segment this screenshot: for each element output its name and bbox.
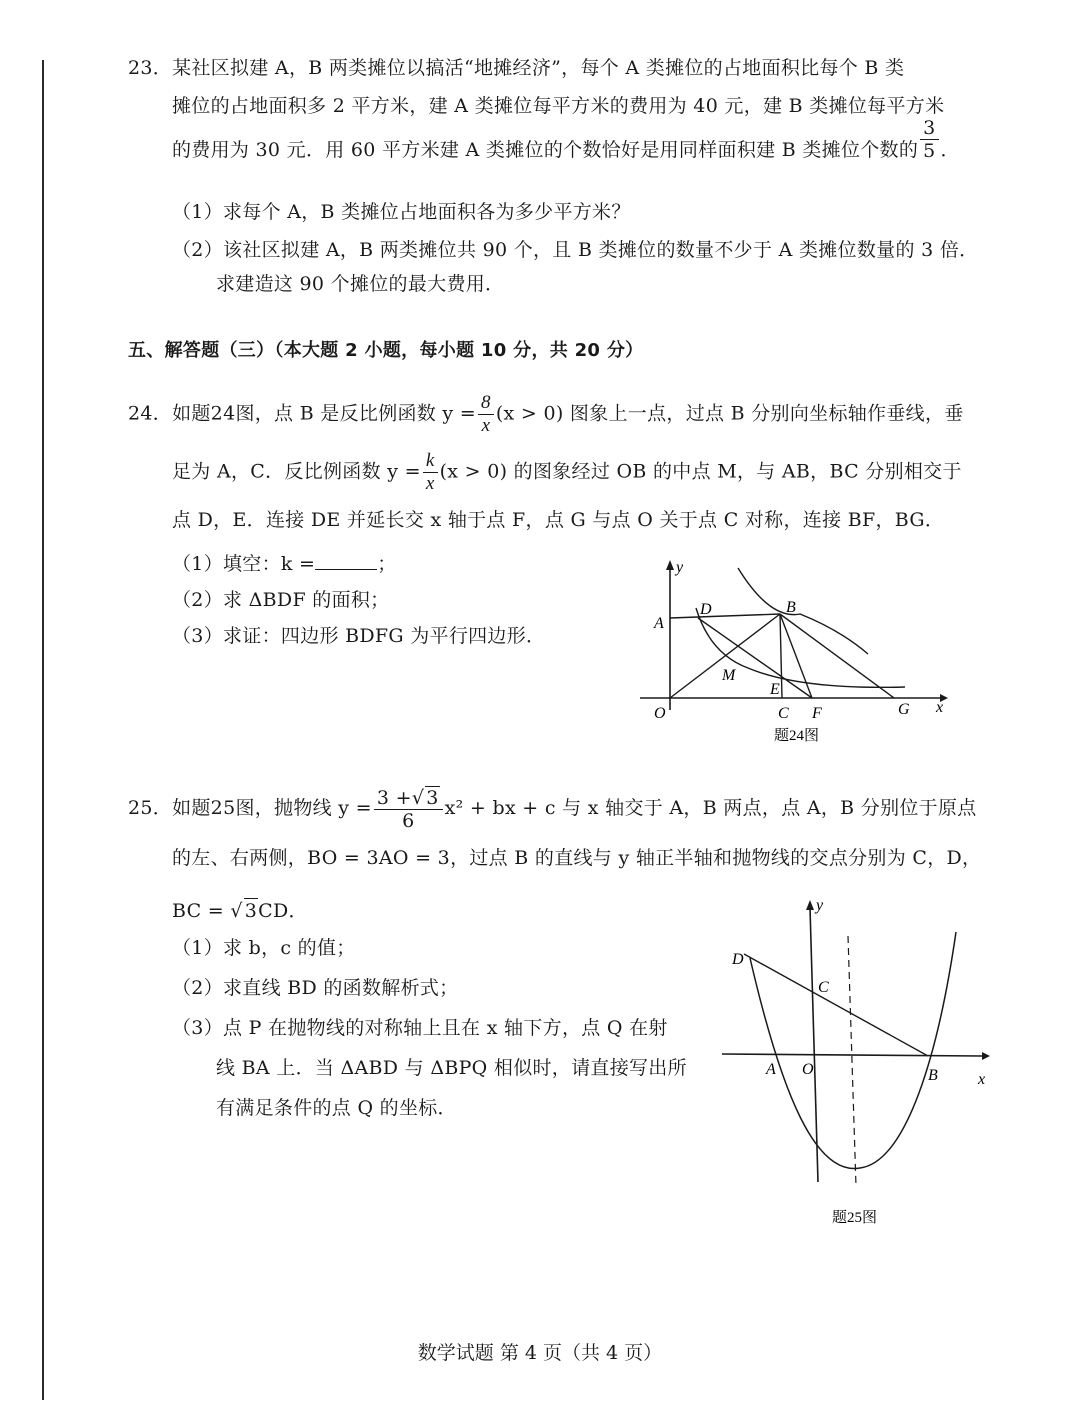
q23-number: 23． — [128, 57, 173, 79]
fig24-label-O: O — [654, 705, 666, 722]
q24-fraction-8x — [478, 392, 494, 437]
fig24-line-OB — [670, 614, 780, 698]
q25-frac-den: 6 — [402, 810, 415, 832]
q23-sub2b: 求建造这 90 个摊位的最大费用． — [216, 273, 505, 295]
fig24-label-F: F — [812, 705, 822, 722]
section5-heading — [128, 338, 643, 363]
fig24-curve-8x — [738, 568, 868, 654]
fig24-line-BC — [780, 614, 782, 698]
q24-line3: 点 D，E．连接 DE 并延长交 x 轴于点 F，点 G 与点 O 关于点 C 对称，连接 BF，BG． — [172, 509, 945, 531]
fig25-label-A: A — [766, 1061, 776, 1078]
fig24-label-A: A — [654, 615, 664, 632]
q23-frac-den: 5 — [923, 139, 936, 162]
q23-sub2: （2）该社区拟建 A，B 两类摊位共 90 个，且 B 类摊位的数量不少于 A 类摊位数量的 3 倍． — [172, 239, 979, 261]
fig25-x-axis — [722, 1054, 982, 1056]
q24-sub2: （2）求 ΔBDF 的面积； — [172, 589, 390, 611]
fig25-label-D: D — [732, 951, 744, 968]
fig24-label-C: C — [778, 705, 789, 722]
q23-line2: 摊位的占地面积多 2 平方米，建 A 类摊位每平方米的费用为 40 元，建 B 类摊位每平方米 — [172, 95, 945, 117]
q25-text-3a: BC = — [172, 900, 225, 922]
q24-sub3: （3）求证：四边形 BDFG 为平行四边形． — [172, 625, 546, 647]
q25-frac-num: 3 +√ 3 — [374, 786, 443, 810]
q24-fraction-kx — [423, 450, 438, 495]
q25-line1 — [128, 786, 977, 832]
q25-fraction — [374, 786, 443, 832]
q25-frac-num-sqrt: 3 — [426, 787, 439, 809]
q25-text-3c: CD． — [258, 900, 308, 922]
q24-text-2b: (x > 0) 的图象经过 OB 的中点 M，与 AB，BC 分别相交于 — [439, 460, 962, 483]
fig25-x-arrow — [982, 1052, 990, 1060]
fig25-parabola — [750, 932, 956, 1169]
fig24-label-M: M — [722, 667, 736, 684]
q24-text-1b: (x > 0) 图象上一点，过点 B 分别向坐标轴作垂线，垂 — [495, 402, 964, 425]
fig24-line-DF — [698, 618, 812, 698]
q24-text-1a: 如题24图，点 B 是反比例函数 y = — [172, 402, 477, 425]
page-footer: 数学试题 第 4 页（共 4 页） — [417, 1342, 663, 1364]
fig25-label-x: x — [978, 1071, 986, 1088]
q25-frac-num-a: 3 + — [376, 787, 412, 809]
q25-sub1: （1）求 b，c 的值； — [172, 937, 356, 959]
q24-frac2-num: k — [423, 450, 438, 473]
q24-frac1-den: x — [481, 415, 491, 436]
q24-sub1 — [172, 552, 397, 576]
q24-line1 — [128, 392, 964, 437]
figure-24 — [630, 550, 960, 750]
q25-sub3b: 线 BA 上．当 ΔABD 与 ΔBPQ 相似时，请直接写出所 — [216, 1057, 687, 1079]
q25-line2: 的左、右两侧，BO = 3AO = 3，过点 B 的直线与 y 轴正半轴和抛物线的交点分别为 C，D， — [172, 847, 982, 869]
q24-frac2-den: x — [425, 473, 435, 494]
q23-line1 — [128, 56, 904, 80]
q25-text-1a: 如题25图，抛物线 y = — [172, 797, 372, 819]
fig25-axis-of-symmetry — [848, 936, 856, 1186]
fig25-y-arrow — [806, 900, 814, 910]
fig24-label-D: D — [700, 601, 712, 618]
fig24-label-x: x — [936, 699, 944, 716]
q25-sub3a: （3）点 P 在抛物线的对称轴上且在 x 轴下方，点 Q 在射 — [172, 1017, 668, 1039]
q25-text-1b: x² + bx + c 与 x 轴交于 A，B 两点，点 A，B 分别位于原点 — [444, 797, 977, 819]
fig24-label-G: G — [898, 701, 910, 718]
q25-sqrt3: 3 — [244, 900, 258, 922]
q23-text-1: 某社区拟建 A，B 两类摊位以搞活“地摊经济”，每个 A 类摊位的占地面积比每个 B 类 — [172, 57, 905, 79]
fig25-caption: 题25图 — [832, 1210, 878, 1226]
fig24-line-AB — [670, 614, 780, 618]
q23-frac-num: 3 — [920, 117, 938, 140]
fig25-label-y: y — [816, 897, 824, 914]
q24-text-2a: 足为 A，C．反比例函数 y = — [172, 460, 421, 483]
q23-text-3: 的费用为 30 元．用 60 平方米建 A 类摊位的个数恰好是用同样面积建 B 类摊位个数的 — [172, 139, 919, 161]
binding-margin-line — [42, 60, 44, 1400]
answer-blank[interactable] — [315, 553, 377, 570]
q25-number: 25． — [128, 797, 173, 819]
fig24-caption: 题24图 — [774, 728, 820, 744]
q24-sub1-text: （1）填空：k = — [172, 553, 316, 575]
section5-title: 五、解答题（三） — [128, 340, 275, 361]
q24-frac1-num: 8 — [478, 392, 494, 415]
fig24-label-E: E — [770, 681, 780, 698]
section5-desc: （本大题 2 小题，每小题 10 分，共 20 分） — [274, 340, 644, 361]
q24-line2 — [172, 450, 962, 495]
q23-fraction — [920, 117, 938, 162]
fig24-y-arrow — [666, 560, 674, 570]
q24-sub1-end: ； — [377, 553, 397, 575]
figure-25 — [720, 896, 1000, 1236]
q24-number: 24． — [128, 402, 173, 425]
fig24-label-B: B — [786, 599, 796, 616]
q25-sub3c: 有满足条件的点 Q 的坐标． — [216, 1097, 457, 1119]
q25-sub2: （2）求直线 BD 的函数解析式； — [172, 977, 459, 999]
fig24-label-y: y — [676, 559, 684, 576]
fig25-label-B: B — [928, 1067, 938, 1084]
fig25-label-O: O — [802, 1061, 814, 1078]
q25-line3: BC = √ 3CD． — [172, 900, 308, 922]
q23-line3: 的费用为 30 元．用 60 平方米建 A 类摊位的个数恰好是用同样面积建 B 类摊位个数的 $\frac{3}{5}$ ． — [172, 116, 960, 162]
q23-sub1: （1）求每个 A，B 类摊位占地面积各为多少平方米？ — [172, 201, 631, 223]
fig25-label-C: C — [818, 979, 829, 996]
